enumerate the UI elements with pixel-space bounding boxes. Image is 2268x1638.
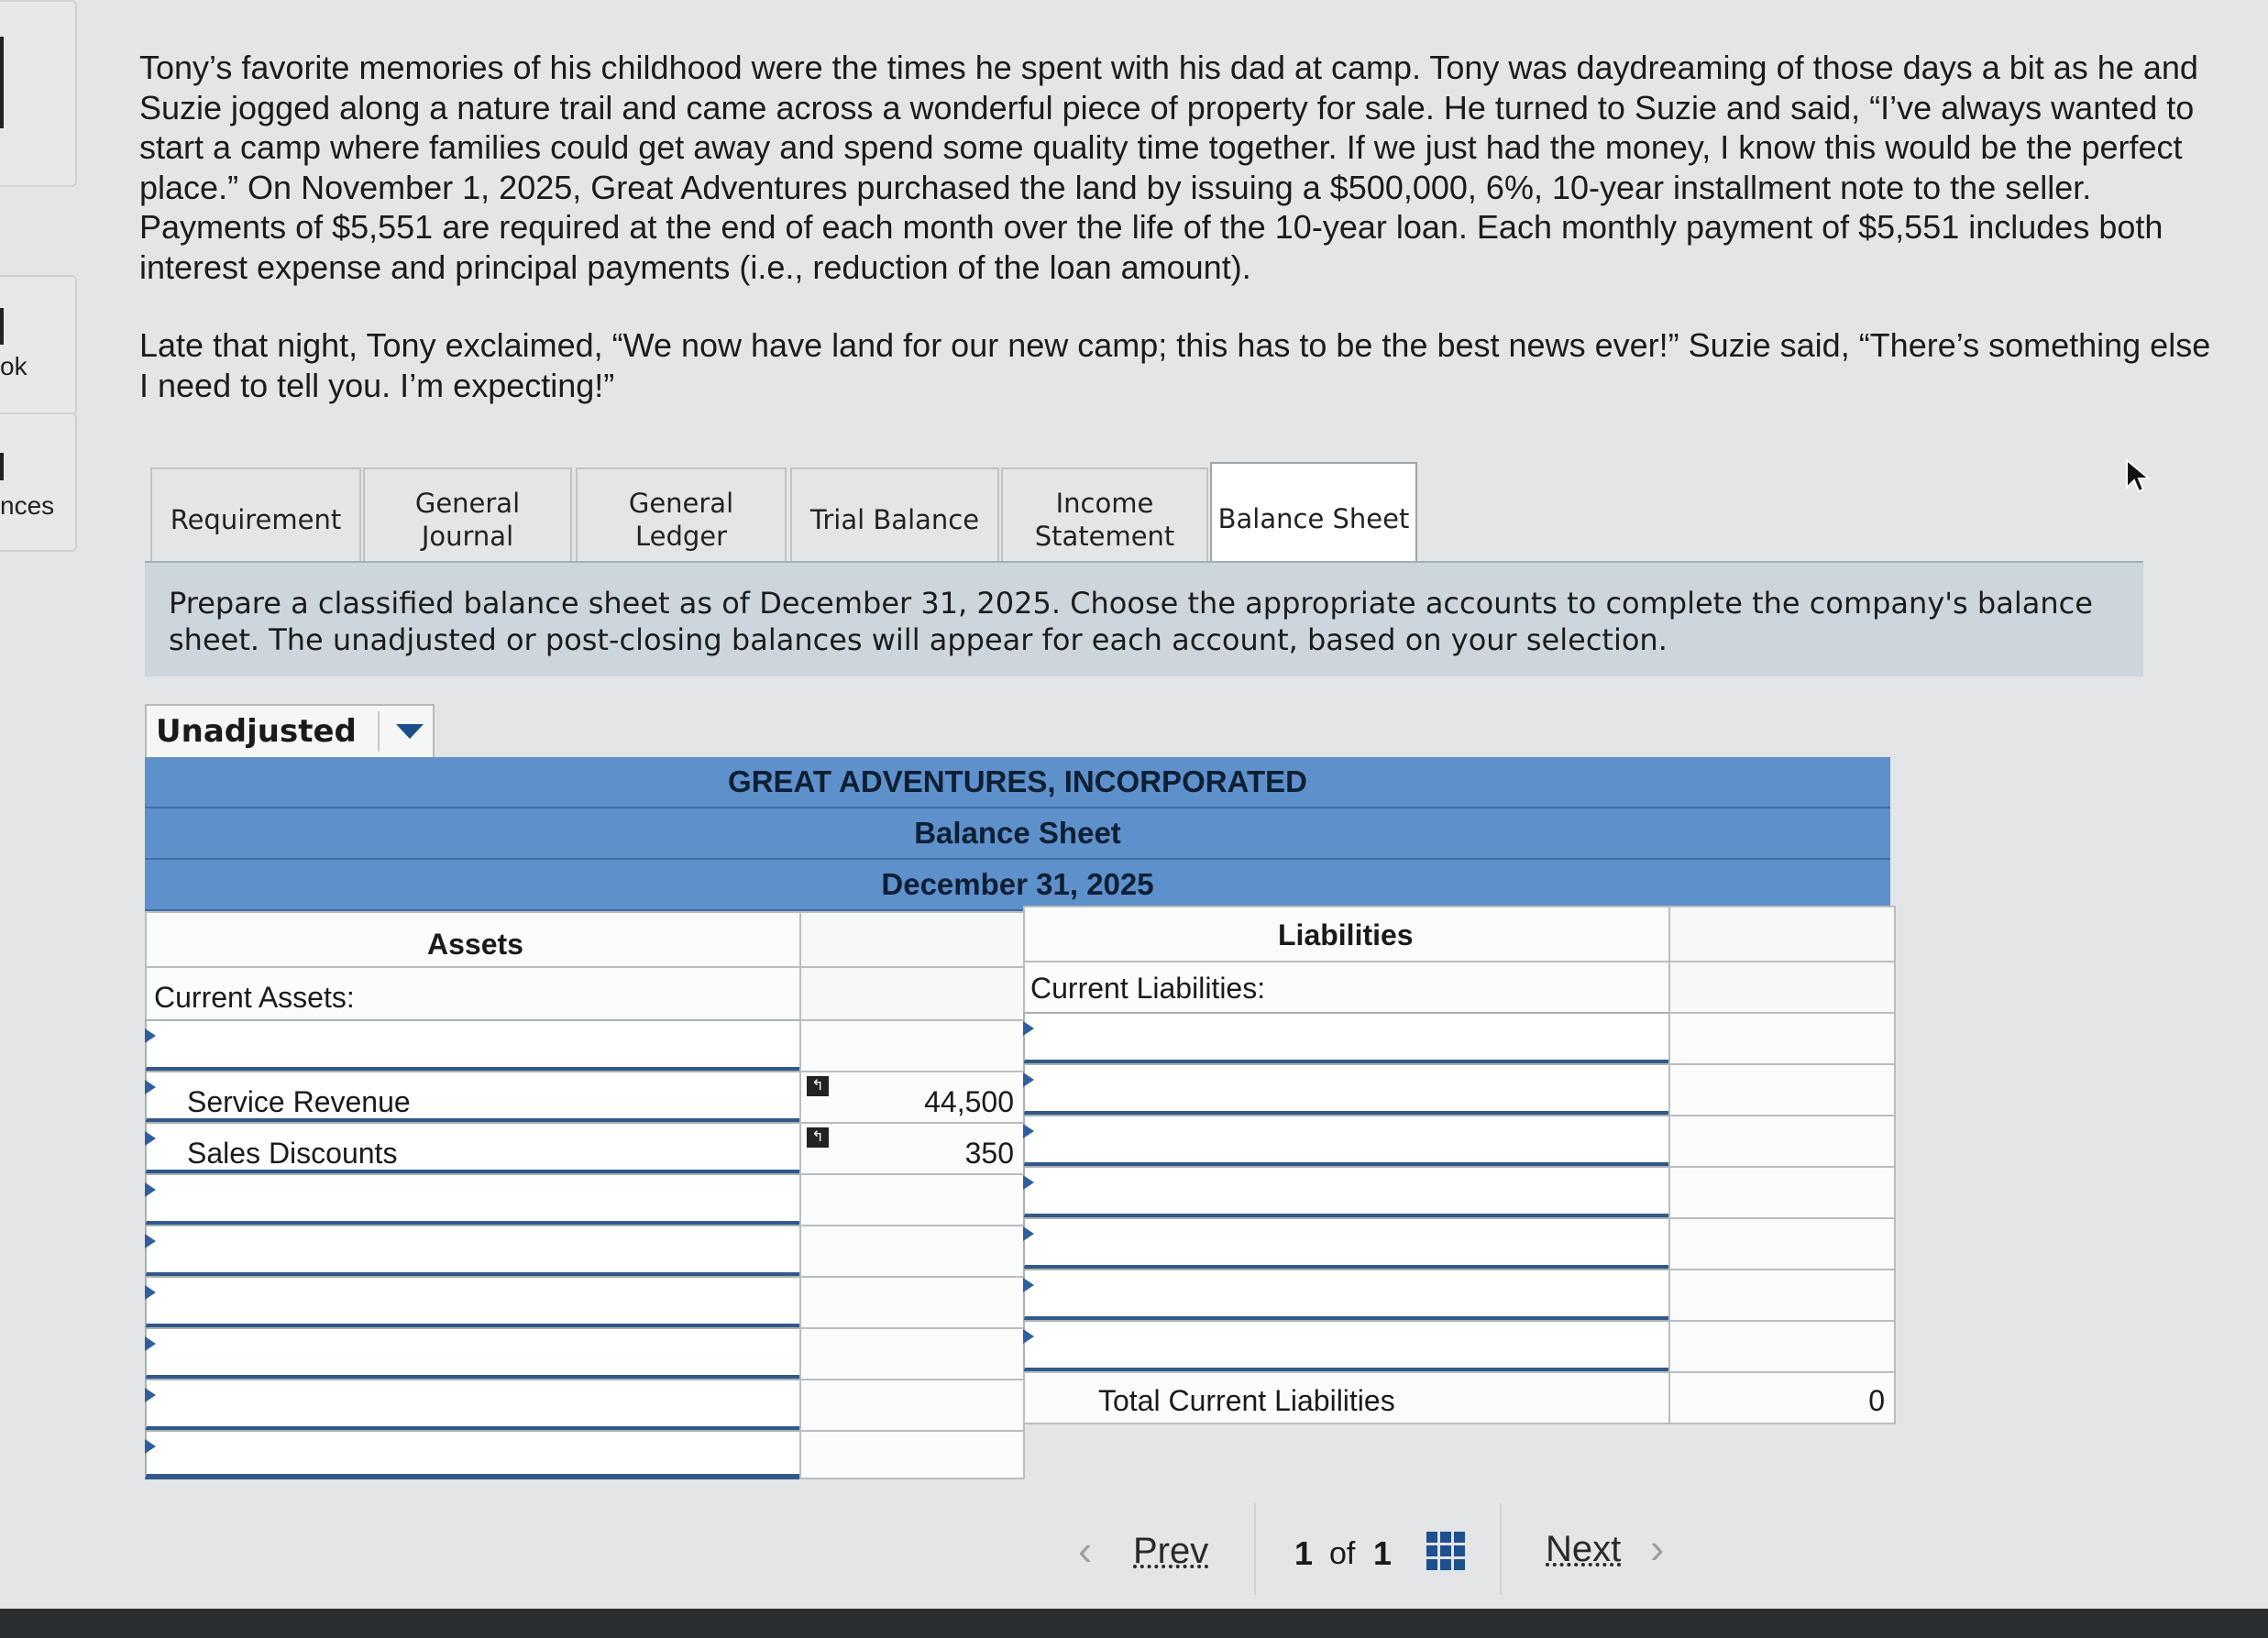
statement-date: December 31, 2025 (145, 860, 1890, 911)
statement-title: Balance Sheet (145, 808, 1890, 860)
asset-account-select[interactable] (145, 1122, 801, 1175)
balance-type-select[interactable] (145, 704, 435, 759)
asset-amount (799, 1173, 1025, 1226)
total-current-liabilities-amount (1668, 1371, 1896, 1424)
asset-amount (799, 1327, 1025, 1380)
asset-account-name: Sales Discounts (187, 1137, 398, 1170)
flag-icon (1023, 1175, 1034, 1190)
problem-text (139, 48, 2220, 405)
flag-icon (1023, 1329, 1034, 1344)
current-assets-amount (799, 966, 1025, 1021)
sidebar-item-label: ok (0, 352, 28, 380)
instruction-text: Prepare a classified balance sheet as of December 31, 2025. Choose the appropriate accounts to complete the company's balance sheet. The unadjusted or post-closing balances will appear for each account, based on your selection. (169, 586, 2093, 657)
tab-general-ledger[interactable]: General Ledger (576, 467, 787, 570)
liability-account-select[interactable] (1023, 1115, 1670, 1168)
next-button[interactable]: Next (1546, 1529, 1622, 1569)
asset-amount (799, 1379, 1025, 1432)
flag-icon (1023, 1278, 1034, 1292)
liability-amount[interactable] (1668, 1217, 1896, 1270)
asset-amount (799, 1122, 1025, 1175)
liability-amount[interactable] (1668, 1063, 1896, 1116)
flag-icon (145, 1439, 156, 1454)
assets-header-cell (145, 911, 801, 968)
asset-account-name: Service Revenue (187, 1085, 411, 1118)
liability-account-select[interactable] (1023, 1063, 1670, 1116)
liability-account-select[interactable] (1023, 1320, 1670, 1373)
pager-divider (1500, 1503, 1502, 1595)
flag-icon (145, 1028, 156, 1043)
tab-requirement[interactable]: Requirement (150, 467, 361, 570)
screen-bezel (0, 1609, 2268, 1638)
dropdown-divider (378, 711, 380, 752)
balance-type-value: Unadjusted (156, 713, 357, 750)
current-assets-label: Current Assets: (154, 981, 355, 1014)
tab-income-statement[interactable]: Income Statement (1001, 467, 1208, 570)
tab-balance-sheet[interactable]: Balance Sheet (1210, 462, 1417, 574)
total-current-liabilities-label: Total Current Liabilities (1098, 1384, 1395, 1417)
sidebar-item-references[interactable] (0, 412, 77, 552)
sidebar-item-ebook[interactable] (0, 275, 77, 416)
left-sidebar (0, 0, 77, 1638)
asset-amount (799, 1430, 1025, 1479)
asset-amount (799, 1019, 1025, 1072)
asset-amount (799, 1071, 1025, 1124)
liabilities-header-cell (1023, 906, 1670, 962)
asset-amount (799, 1225, 1025, 1278)
tab-trial-balance[interactable]: Trial Balance (790, 467, 999, 570)
pagination (0, 1494, 2268, 1604)
chevron-down-icon[interactable] (396, 724, 424, 739)
asset-amount (799, 1276, 1025, 1329)
assets-amount-header (799, 911, 1025, 968)
flag-icon (145, 1131, 156, 1146)
asset-account-select[interactable] (145, 1071, 801, 1124)
liability-account-select[interactable] (1023, 1269, 1670, 1322)
asset-account-select[interactable] (145, 1019, 801, 1072)
assets-header: Assets (427, 928, 523, 961)
page-total: 1 (1373, 1534, 1393, 1572)
mouse-cursor-icon (2125, 458, 2151, 495)
asset-account-select[interactable] (145, 1173, 801, 1226)
liability-amount[interactable] (1668, 1012, 1896, 1065)
flag-icon (1023, 1124, 1034, 1138)
asset-account-select[interactable] (145, 1225, 801, 1278)
grid-menu-icon[interactable] (1426, 1532, 1465, 1570)
sidebar-icon (0, 453, 4, 480)
story-paragraph-1: Tony’s favorite memories of his childhood were the times he spent with his dad at camp. Tony was daydreaming of those days a bit as he and Suzie jogged along a nature trail and came across a wonderful piece of property for sale. He turned to Suzie and said, “I’ve always wanted to start a camp where families could get away and spend some quality time together. If we just had the money, I know this would be the perfect place.” On November 1, 2025, Great Adventures purchased the land by issuing a $500,000, 6%, 10-year installment note to the seller. Payments of $5,551 are required at the end of each month over the life of the 10-year loan. Each monthly payment of $5,551 includes both interest expense and principal payments (i.e., reduction of the loan amount). (139, 49, 2198, 286)
instruction-box (145, 561, 2143, 676)
link-arrow-icon[interactable]: ↰ (807, 1076, 829, 1096)
flag-icon (145, 1234, 156, 1248)
current-liabilities-cell (1023, 961, 1670, 1014)
asset-account-select[interactable] (145, 1379, 801, 1432)
asset-amount-value: 350 (964, 1137, 1014, 1170)
asset-account-select[interactable] (145, 1327, 801, 1380)
liability-account-select[interactable] (1023, 1217, 1670, 1270)
liability-amount[interactable] (1668, 1166, 1896, 1219)
chevron-right-icon[interactable]: › (1650, 1524, 1665, 1572)
liability-amount[interactable] (1668, 1320, 1896, 1373)
prev-button[interactable]: Prev (1133, 1531, 1209, 1571)
sidebar-icon (0, 308, 4, 345)
flag-icon (145, 1388, 156, 1402)
flag-icon (1023, 1072, 1034, 1087)
total-current-liabilities-cell (1023, 1371, 1670, 1424)
sidebar-marker (0, 37, 4, 128)
liabilities-amount-header (1668, 906, 1896, 962)
asset-account-select[interactable] (145, 1276, 801, 1329)
liability-account-select[interactable] (1023, 1012, 1670, 1065)
current-liabilities-amount (1668, 961, 1896, 1014)
sidebar-item-label: nces (0, 491, 55, 520)
total-current-liabilities-value: 0 (1868, 1384, 1885, 1417)
page-of: of (1329, 1536, 1356, 1571)
liabilities-header: Liabilities (1278, 918, 1414, 951)
flag-icon (1023, 1226, 1034, 1241)
flag-icon (145, 1285, 156, 1300)
company-name: GREAT ADVENTURES, INCORPORATED (145, 757, 1890, 808)
flag-icon (145, 1336, 156, 1351)
current-assets-cell (145, 966, 801, 1021)
current-liabilities-label: Current Liabilities: (1030, 972, 1266, 1005)
balance-sheet-table (145, 911, 1896, 1479)
link-arrow-icon[interactable]: ↰ (807, 1127, 829, 1148)
liability-amount[interactable] (1668, 1115, 1896, 1168)
pager-divider (1254, 1503, 1256, 1595)
asset-account-select[interactable] (145, 1430, 801, 1479)
asset-amount-value: 44,500 (924, 1085, 1014, 1118)
liability-account-select[interactable] (1023, 1166, 1670, 1219)
flag-icon (145, 1182, 156, 1197)
flag-icon (145, 1080, 156, 1094)
page-current: 1 (1294, 1534, 1314, 1572)
chevron-left-icon[interactable]: ‹ (1078, 1526, 1093, 1574)
tab-general-journal[interactable]: General Journal (363, 467, 572, 570)
story-paragraph-2: Late that night, Tony exclaimed, “We now have land for our new camp; this has to be the best news ever!” Suzie said, “There’s something else I need to tell you. I’m expecting!” (139, 326, 2211, 404)
sidebar-card[interactable] (0, 0, 77, 187)
flag-icon (1023, 1021, 1034, 1036)
liability-amount[interactable] (1668, 1269, 1896, 1322)
